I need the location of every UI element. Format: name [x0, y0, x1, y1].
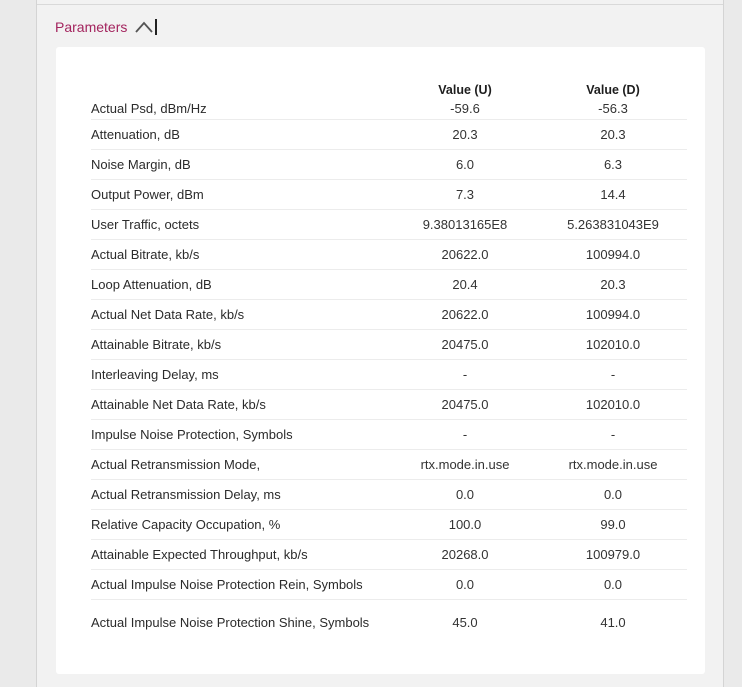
value-d: -56.3: [539, 97, 687, 120]
value-u: 20475.0: [391, 330, 539, 360]
value-u: 20.3: [391, 120, 539, 150]
parameter-label: User Traffic, octets: [91, 210, 391, 240]
table-row: [91, 210, 687, 240]
parameters-table: [91, 73, 687, 644]
value-d: 100994.0: [539, 300, 687, 330]
value-d: -: [539, 360, 687, 390]
value-d: 5.263831043E9: [539, 210, 687, 240]
text-cursor-icon: [155, 19, 157, 35]
table-header-row: [91, 73, 687, 97]
value-d: 0.0: [539, 480, 687, 510]
table-row: [91, 480, 687, 510]
value-d: 41.0: [600, 614, 626, 630]
parameter-label: Interleaving Delay, ms: [91, 360, 391, 390]
value-d: 102010.0: [539, 330, 687, 360]
value-d: -: [539, 420, 687, 450]
value-d: 20.3: [539, 120, 687, 150]
value-d: 100994.0: [539, 240, 687, 270]
value-d: 20.3: [539, 270, 687, 300]
value-u: -: [391, 420, 539, 450]
table-row: [91, 600, 687, 645]
value-u: 20622.0: [391, 300, 539, 330]
parameter-label: Attainable Expected Throughput, kb/s: [91, 540, 391, 570]
value-d: 0.0: [539, 570, 687, 600]
table-row: [91, 300, 687, 330]
parameter-label: Attainable Bitrate, kb/s: [91, 330, 391, 360]
chevron-up-icon[interactable]: [135, 20, 153, 34]
parameter-label: Actual Net Data Rate, kb/s: [91, 300, 391, 330]
table-row: [91, 330, 687, 360]
value-d: 6.3: [539, 150, 687, 180]
label-column-header: [91, 73, 391, 97]
divider: [37, 4, 723, 5]
value-u: 100.0: [391, 510, 539, 540]
value-d: 14.4: [539, 180, 687, 210]
table-row: [91, 450, 687, 480]
value-d: 100979.0: [539, 540, 687, 570]
table-row: [91, 570, 687, 600]
value-d-header: Value (D): [586, 83, 640, 97]
value-u: rtx.mode.in.use: [391, 450, 539, 480]
parameters-card: [56, 47, 705, 674]
value-u: 0.0: [391, 480, 539, 510]
value-u: 7.3: [391, 180, 539, 210]
parameter-label: Actual Impulse Noise Protection Rein, Symbols: [91, 570, 391, 600]
value-u: -: [391, 360, 539, 390]
table-row: [91, 180, 687, 210]
parameter-label: Attenuation, dB: [91, 120, 391, 150]
parameter-label: Output Power, dBm: [91, 180, 391, 210]
table-row: [91, 390, 687, 420]
value-u: 0.0: [391, 570, 539, 600]
value-u: 45.0: [452, 614, 478, 630]
parameter-label: Actual Impulse Noise Protection Shine, Symbols: [91, 614, 370, 630]
parameter-label: Actual Retransmission Mode,: [91, 450, 391, 480]
value-u: 6.0: [391, 150, 539, 180]
parameter-label: Loop Attenuation, dB: [91, 270, 391, 300]
parameter-label: Attainable Net Data Rate, kb/s: [91, 390, 391, 420]
parameter-label: Actual Psd, dBm/Hz: [91, 97, 391, 120]
value-d: 102010.0: [539, 390, 687, 420]
table-row: [91, 540, 687, 570]
value-d: 99.0: [539, 510, 687, 540]
table-row: [91, 510, 687, 540]
value-u: 9.38013165E8: [391, 210, 539, 240]
value-d: rtx.mode.in.use: [539, 450, 687, 480]
parameter-label: Noise Margin, dB: [91, 150, 391, 180]
value-u: 20.4: [391, 270, 539, 300]
table-row: [91, 360, 687, 390]
value-u: 20268.0: [391, 540, 539, 570]
parameters-toggle[interactable]: [55, 16, 157, 38]
parameter-label: Actual Bitrate, kb/s: [91, 240, 391, 270]
table-row: [91, 270, 687, 300]
parameter-label: Actual Retransmission Delay, ms: [91, 480, 391, 510]
value-u: 20622.0: [391, 240, 539, 270]
value-u: 20475.0: [391, 390, 539, 420]
value-u: -59.6: [391, 97, 539, 120]
table-row: [91, 150, 687, 180]
table-row: [91, 97, 687, 120]
table-row: [91, 420, 687, 450]
parameter-label: Relative Capacity Occupation, %: [91, 510, 391, 540]
parameters-panel: [36, 0, 724, 687]
table-row: [91, 240, 687, 270]
value-u-header: Value (U): [438, 83, 492, 97]
table-row: [91, 120, 687, 150]
parameter-label: Impulse Noise Protection, Symbols: [91, 420, 391, 450]
section-title: Parameters: [55, 19, 128, 35]
